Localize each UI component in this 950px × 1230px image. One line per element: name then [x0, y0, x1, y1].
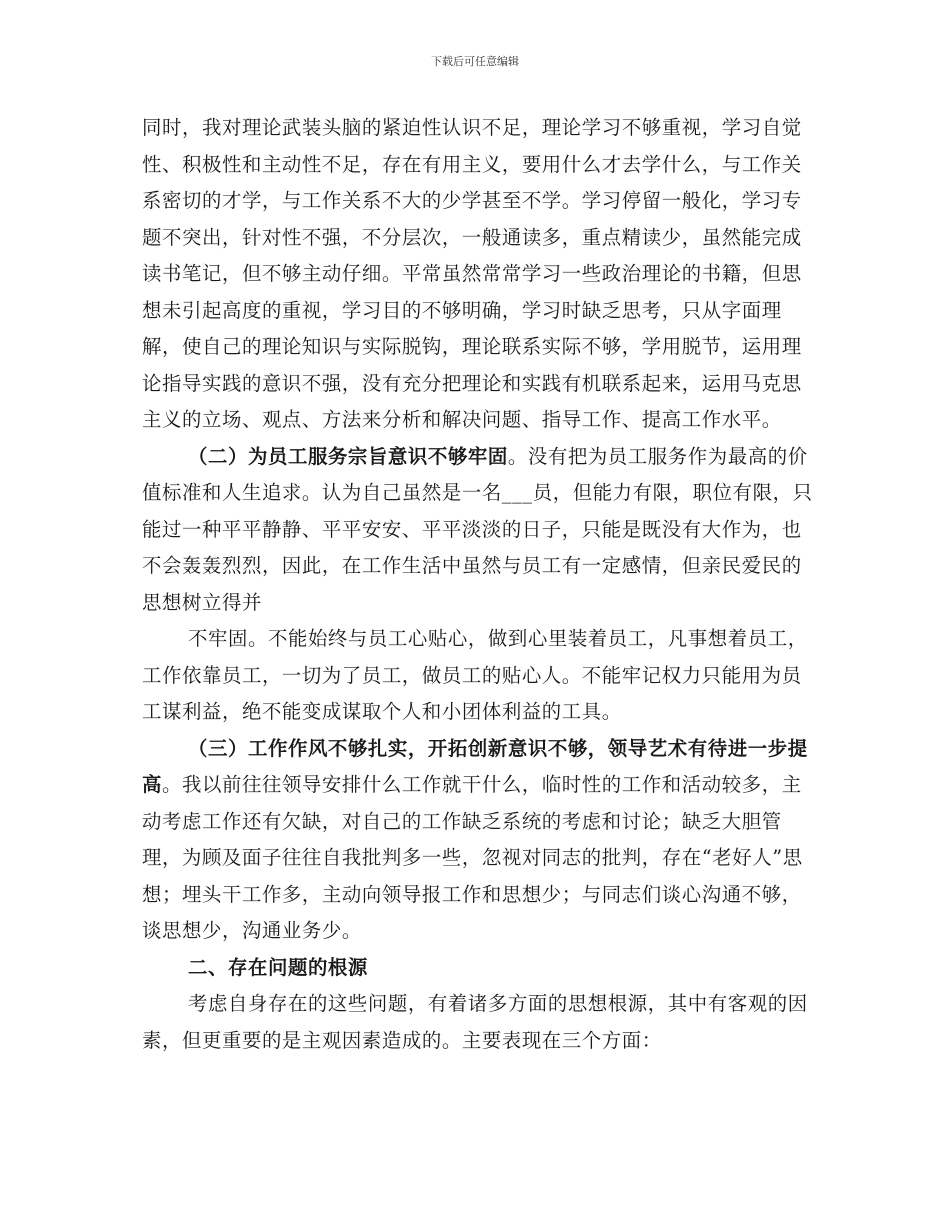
- page-header: 下载后可任意编辑: [431, 55, 519, 68]
- paragraph-theory-study: 同时，我对理论武装头脑的紧迫性认识不足，理论学习不够重视，学习自觉性、积极性和主动性不足，存在有用主义，要用什么才去学什么，与工作关系密切的才学，与工作关系不大的少学甚至不学。学习停留一般化，学习专题不突出，针对性不强，不分层次，一般通读多，重点精读少，虽然能完成读书笔记，但不够主动仔细。平常虽然常常学习一些政治理论的书籍，但思想未引起高度的重视，学习目的不够明确，学习时缺乏思考，只从字面理解，使自己的理论知识与实际脱钩，理论联系实际不够，学用脱节，运用理论指导实践的意识不强，没有充分把理论和实践有机联系起来，运用马克思主义的立场、观点、方法来分析和解决问题、指导工作、提高工作水平。: [142, 116, 802, 431]
- document-body: [142, 110, 820, 1059]
- paragraph-roots-intro: 考虑自身存在的这些问题，有着诸多方面的思想根源，其中有客观的因素，但更重要的是主观因素造成的。主要表现在三个方面：: [142, 992, 808, 1052]
- paragraph-text: 。没有把为员工服务作为最高的价值标准和人生追求。认为自己虽然是一名___员，但能力有限，职位有限，只能过一种平平静静、平平安安、平平淡淡的日子，只能是既没有大作为，也不会轰轰烈烈，因此，在工作生活中虽然与员工有一定感情，但亲民爱民的思想树立得并: [142, 444, 813, 614]
- paragraph-text: 。我以前往往领导安排什么工作就干什么，临时性的工作和活动较多，主动考虑工作还有欠缺，对自己的工作缺乏系统的考虑和讨论；缺乏大胆管理，为顾及面子往往自我批判多一些，忽视对同志的批判，存在“老好人”思想；埋头干工作多，主动向领导报工作和思想少；与同志们谈心沟通不够，谈思想少，沟通业务少。: [142, 773, 803, 942]
- section-heading-roots: 二、存在问题的根源: [188, 955, 368, 979]
- section-heading-2: （二）为员工服务宗旨意识不够牢固: [188, 444, 508, 468]
- section-heading-3: （三）工作作风不够扎实，开拓创新意识不够，领导艺术有待进一步提高: [142, 736, 808, 796]
- paragraph-continued: 不牢固。不能始终与员工心贴心，做到心里装着员工，凡事想着员工，工作依靠员工，一切为了员工，做员工的贴心人。不能牢记权力只能用为员工谋利益，绝不能变成谋取个人和小团体利益的工具。: [142, 627, 808, 723]
- paragraph-service-awareness: [142, 439, 820, 622]
- paragraph-work-style: [142, 731, 820, 950]
